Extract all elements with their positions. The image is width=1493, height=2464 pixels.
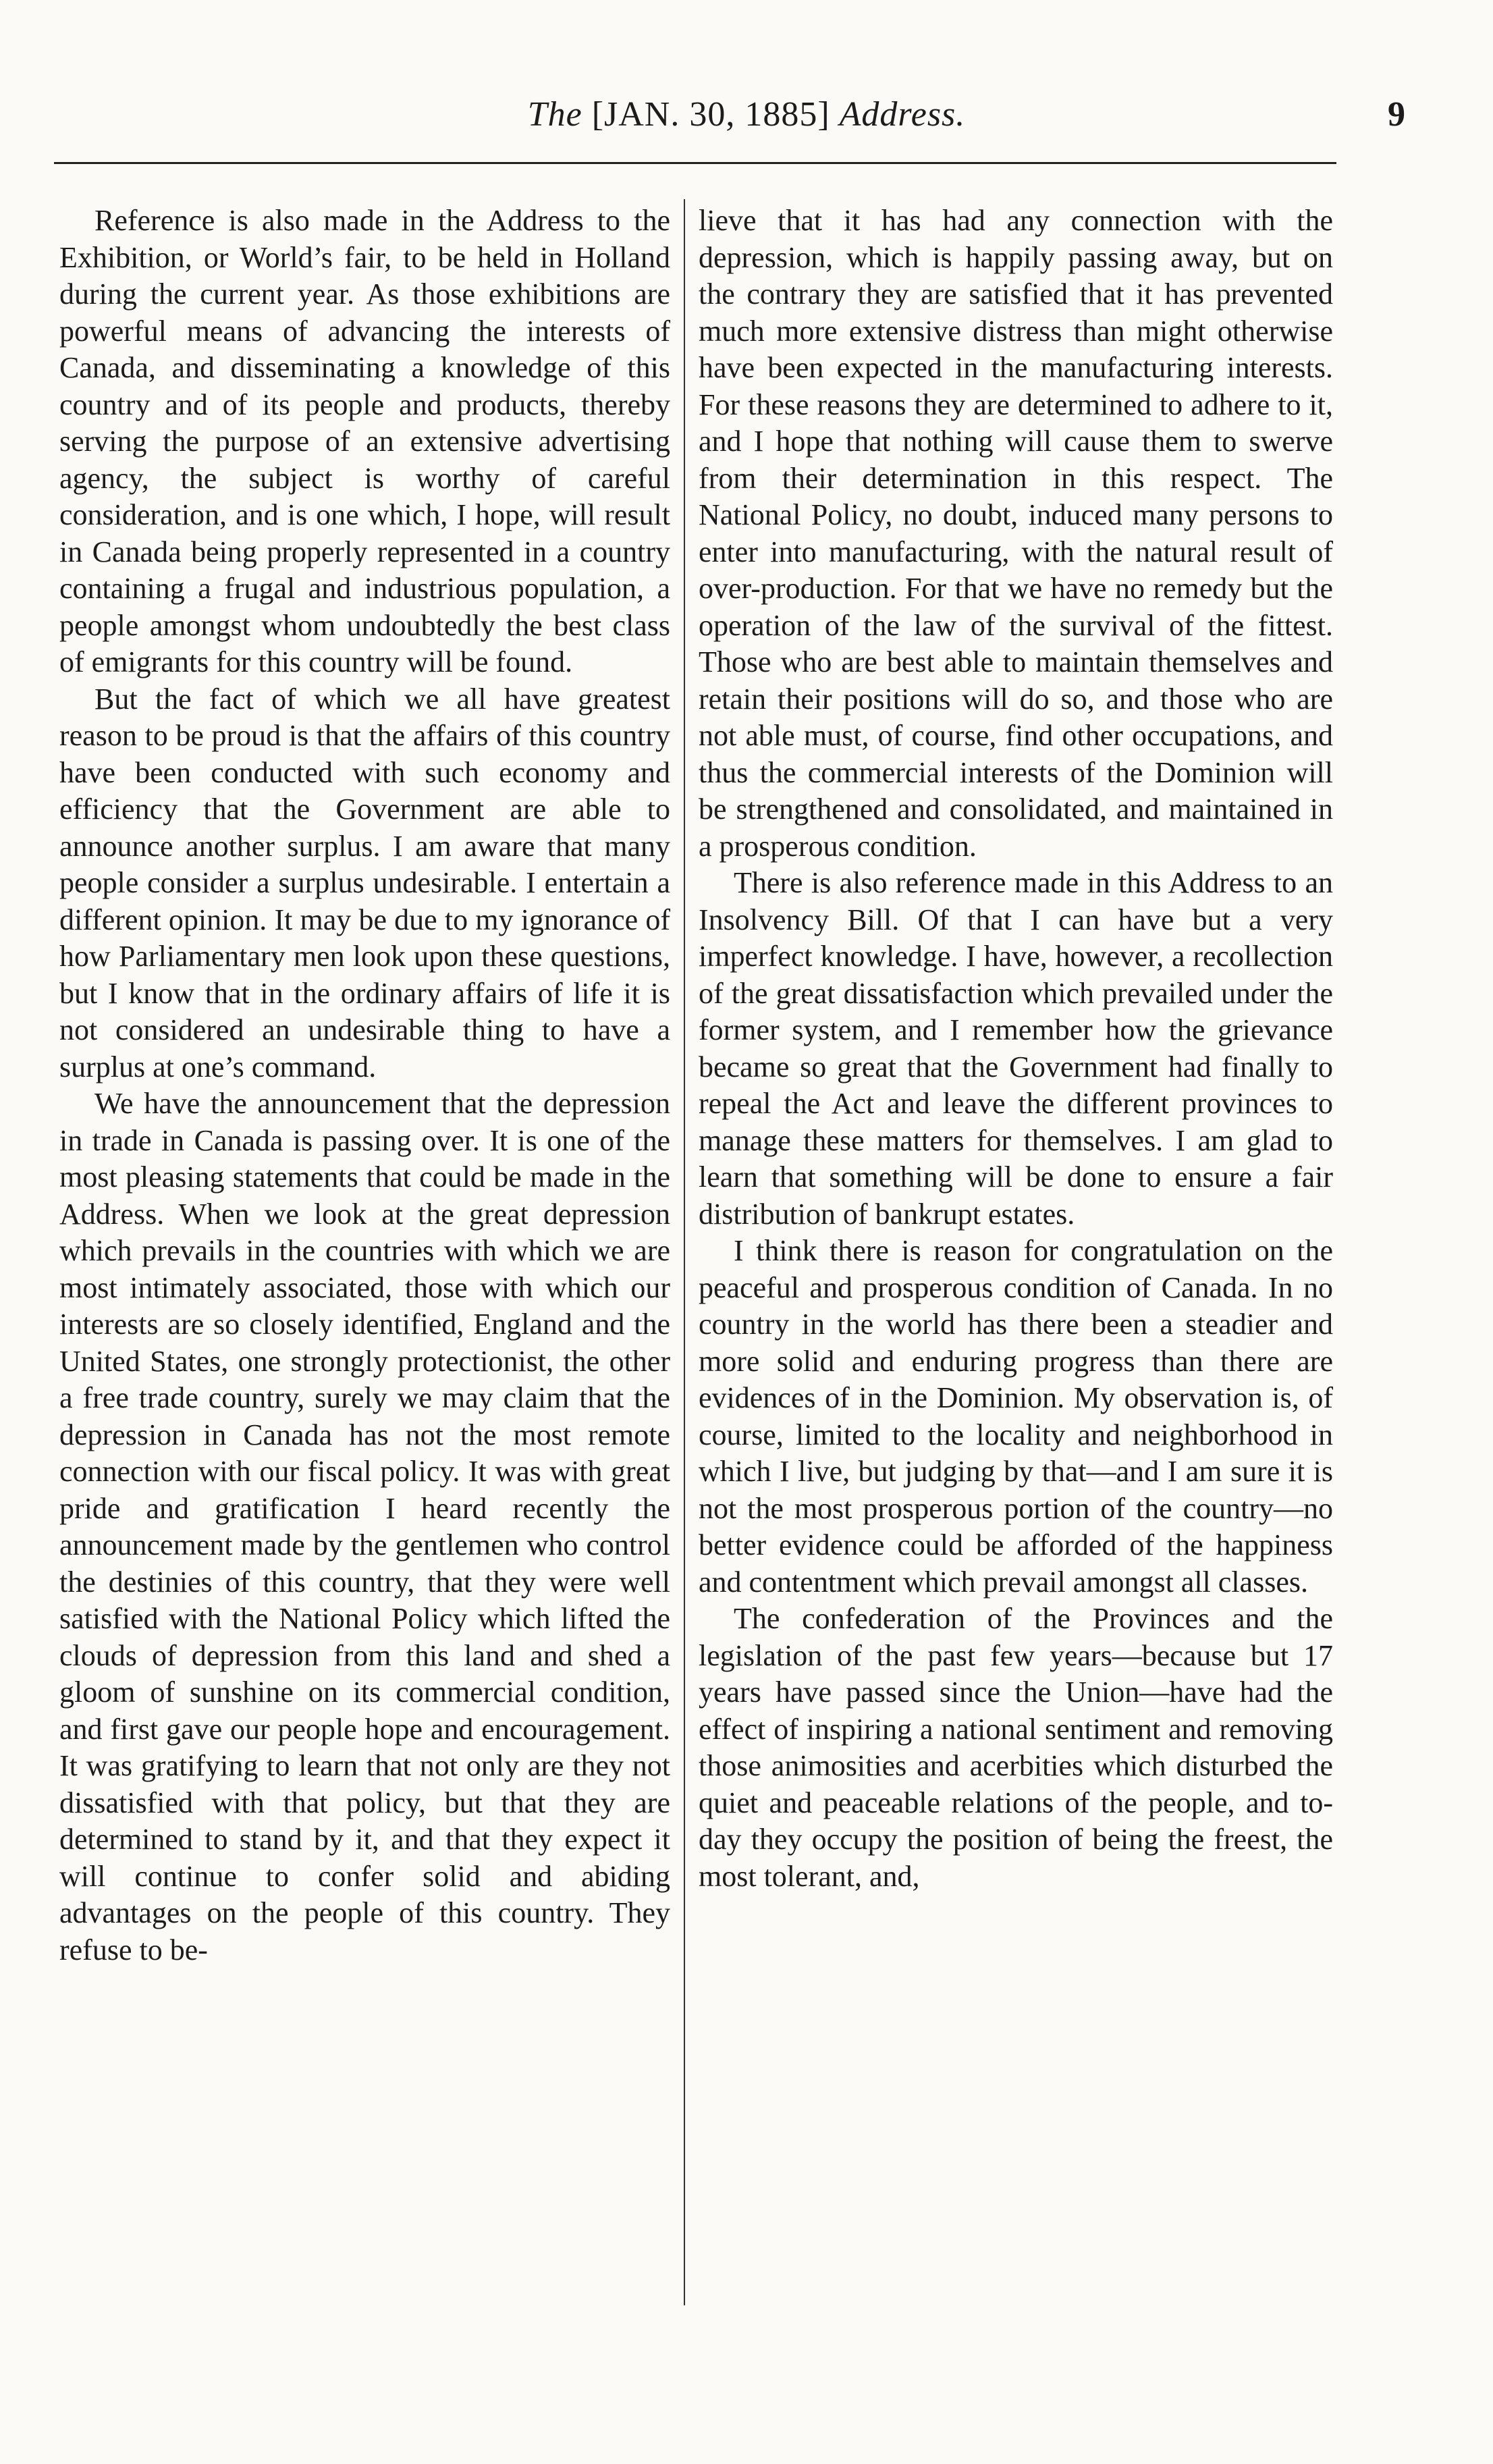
paragraph: Reference is also made in the Address to the Exhibition, or World’s fair, to be held in Holland during the current year. As those exhibitions are powerful means of advancing the interests of Canada, and disseminating a knowledge of this country and of its people and products, thereby serving the purpose of an extensive advertising agency, the subject is worthy of careful consideration, and is one which, I hope, will result in Canada being properly represented in a country containing a frugal and industrious population, a people amongst whom undoubtedly the best class of emigrants for this country will be found.: [59, 204, 670, 678]
paragraph: The confederation of the Provinces and the legislation of the past few years—because but 17 years have passed since the Union—have had the effect of inspiring a national sentiment and removing those animosities and acerbities which disturbed the quiet and peaceable relations of the people, and to-day they occupy the position of being the freest, the most tolerant, and,: [699, 1602, 1333, 1893]
page-header: [0, 95, 1493, 142]
right-column: [699, 203, 1333, 1895]
paragraph: But the fact of which we all have greatest reason to be proud is that the affairs of this country have been conducted with such economy and efficiency that the Government are able to announce another surplus. I am aware that many people consider a surplus undesirable. I entertain a different opinion. It may be due to my ignorance of how Parliamentary men look upon these questions, but I know that in the ordinary affairs of life it is not considered an undesirable thing to have a surplus at one’s command.: [59, 682, 670, 1083]
paragraph: There is also reference made in this Address to an Insolvency Bill. Of that I can have but a very imperfect knowledge. I have, however, a recollection of the great dissatisfaction which prevailed under the former system, and I remember how the grievance became so great that the Government had finally to repeal the Act and leave the different provinces to manage these matters for themselves. I am glad to learn that something will be done to ensure a fair distribution of bankrupt estates.: [699, 866, 1333, 1231]
paragraph: We have the announcement that the depression in trade in Canada is passing over. It is one of the most pleasing statements that could be made in the Address. When we look at the great depression which prevails in the countries with which we are most intimately associated, those with which our interests are so closely identified, England and the United States, one strongly protectionist, the other a free trade country, surely we may claim that the depression in Canada has not the most remote connection with our fiscal policy. It was with great pride and gratification I heard recently the announcement made by the gentlemen who control the destinies of this country, that they were well satisfied with the National Policy which lifted the clouds of depression from this land and shed a gloom of sunshine on its commercial condition, and first gave our people hope and encouragement. It was gratifying to learn that not only are they not dissatisfied with that policy, but that they are determined to stand by it, and that they expect it will continue to confer solid and abiding advantages on the people of this country. They refuse to be-: [59, 1087, 670, 1966]
header-rule: [54, 162, 1336, 164]
paragraph: lieve that it has had any connection with the depression, which is happily passing away, but on the contrary they are satisfied that it has prevented much more extensive distress than might otherwise have been expected in the manufacturing interests. For these reasons they are determined to adhere to it, and I hope that nothing will cause them to swerve from their determination in this respect. The National Policy, no doubt, induced many persons to enter into manufacturing, with the natural result of over-production. For that we have no remedy but the operation of the law of the survival of the fittest. Those who are best able to maintain themselves and retain their positions will do so, and those who are not able must, of course, find other occupations, and thus the commercial interests of the Dominion will be strengthened and consolidated, and maintained in a prosperous condition.: [699, 204, 1333, 863]
left-column: [59, 203, 670, 1968]
running-title-date: [JAN. 30, 1885]: [591, 95, 830, 134]
running-title-suffix: Address.: [839, 95, 966, 134]
running-title: [0, 95, 1493, 134]
column-divider: [684, 199, 685, 2305]
paragraph: I think there is reason for congratulation on the peaceful and prosperous condition of Canada. In no country in the world has there been a steadier and more solid and enduring progress than there are evidences of in the Dominion. My observation is, of course, limited to the locality and neighborhood in which I live, but judging by that—and I am sure it is not the most prosperous portion of the country—no better evidence could be afforded of the happiness and contentment which prevail amongst all classes.: [699, 1234, 1333, 1599]
running-title-prefix: The: [527, 95, 582, 134]
page-number: 9: [1388, 95, 1405, 134]
